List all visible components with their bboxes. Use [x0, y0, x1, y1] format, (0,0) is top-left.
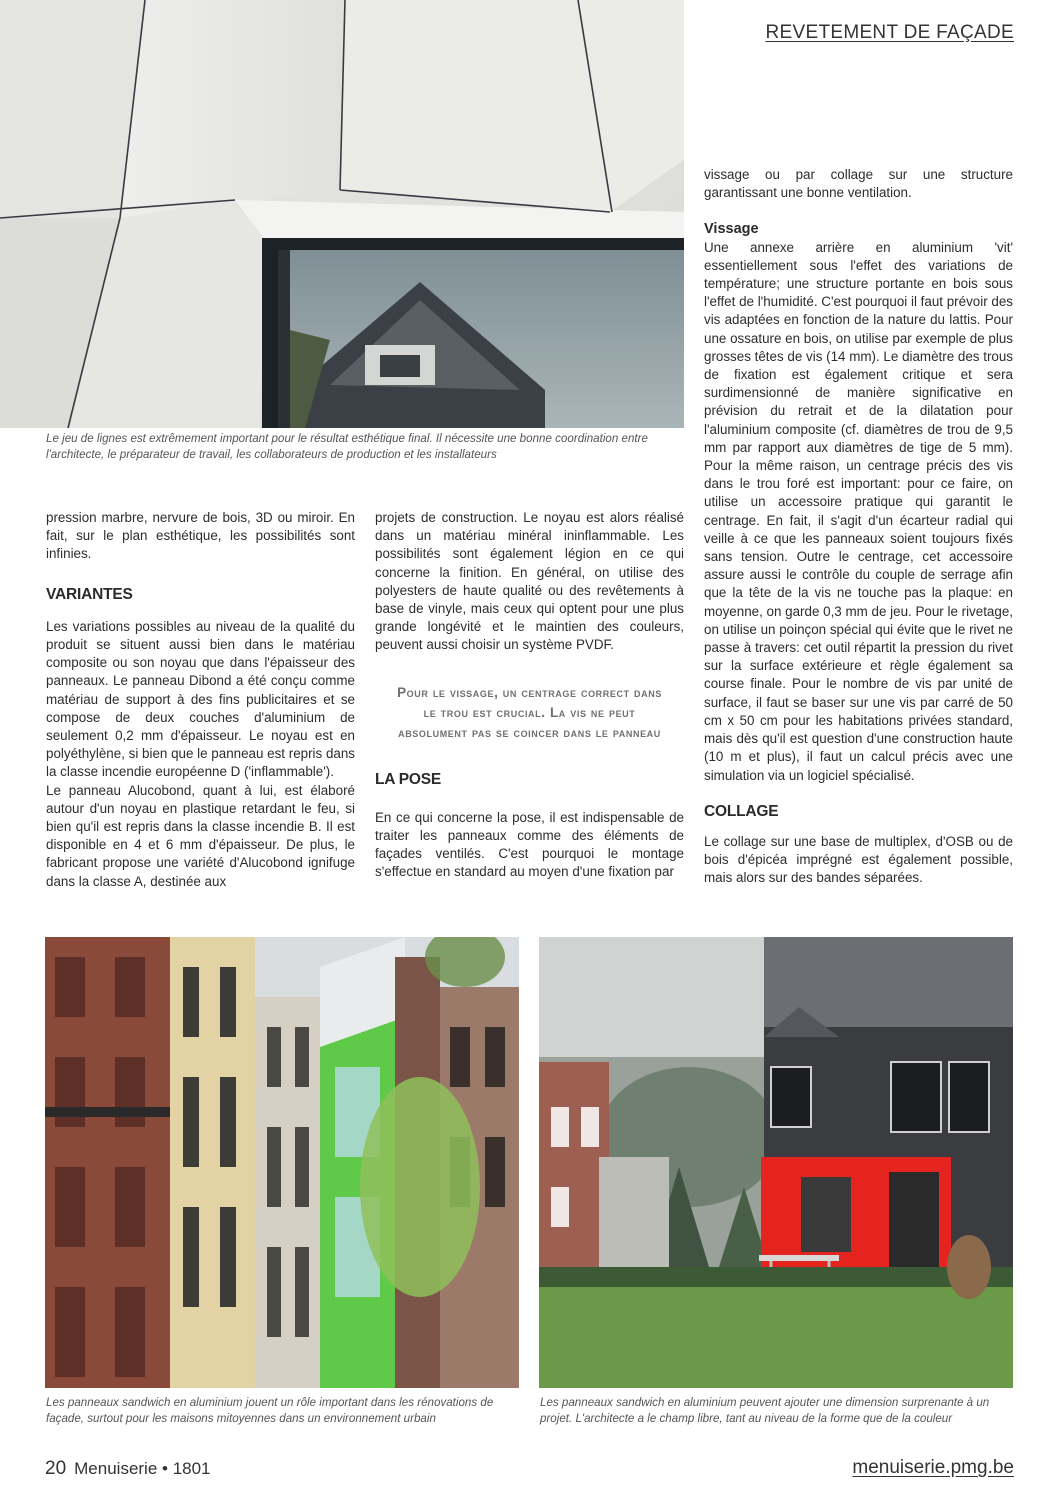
- variantes-heading: VARIANTES: [46, 585, 133, 603]
- facade-window-photo: [0, 0, 684, 428]
- left-column-intro: pression marbre, nervure de bois, 3D ou miroir. En fait, sur le plan esthétique, les possibilités sont infinies.: [46, 510, 355, 562]
- collage-paragraph: Le collage sur une base de multiplex, d'OSB ou de bois d'épicéa imprégné est également possible, mais alors sur des bandes séparées.: [704, 833, 1013, 886]
- pull-quote: Pour le vissage, un centrage correct dans le trou est crucial. La vis ne peut absolument pas se coincer dans le panneau: [397, 684, 662, 740]
- page-number: 20: [45, 1458, 67, 1479]
- right-column: [704, 166, 1013, 888]
- variantes-paragraph-2: Le panneau Alucobond, quant à lui, est élaboré autour d'un noyau en plastique retardant le feu, si bien qu'il est repris dans la classe incendie B. Il est disponible en 4 et 6 mm d'épaisseur. De plus, le fabricant propose une variété d'Alucobond ignifuge dans la classe A, destinée aux: [46, 782, 355, 889]
- variantes-paragraph-1: Les variations possibles au niveau de la qualité du produit se situent aussi bien dans le matériau composite ou son noyau que dans l'épaisseur des panneaux. Le panneau Dibond a été conçu comme matériau de support à des fins publicitaires et se compose de deux couches d'aluminium de seulement 0,2 mm d'épaisseur. Le noyau est en polyéthylène, si bien que le panneau est repris dans la classe incendie européenne D ('inflammable').: [46, 618, 355, 780]
- pose-heading: LA POSE: [375, 770, 442, 788]
- page-footer-left: [45, 1458, 211, 1480]
- bottom-left-caption: Les panneaux sandwich en aluminium jouent un rôle important dans les rénovations de façade, surtout pour les maisons mitoyennes dans un environnement urbain: [46, 1396, 494, 1425]
- publication-issue: Menuiserie • 1801: [74, 1459, 211, 1478]
- right-column-intro: vissage ou par collage sur une structure garantissant une bonne ventilation.: [704, 167, 1013, 201]
- section-label: REVETEMENT DE FAÇADE: [765, 22, 1014, 43]
- vissage-paragraph: Une annexe arrière en aluminium 'vit' essentiellement sous l'effet des variations de température; une structure portante en bois sous l'effet de l'humidité. C'est pourquoi il faut prévoir des vis adaptées en fonction de la nature du lattis. Pour une ossature en bois, on utilise par exemple de plus grosses têtes de vis (14 mm). Le diamètre des trous de fixation est également critique et sera surdimensionné de manière significative en prévision du retrait et de la dilatation pour l'aluminium composite (cf. diamètres de trou de 9,5 mm par rapport aux diamètres de tige de 5 mm). Pour la même raison, un centrage précis des vis dans le trou foré est important: pour ce faire, on utilise un accessoire pratique qui garantit le centrage. En fait, il s'agit d'un écarteur radial qui veille à ce que les panneaux soient toujours fixés sans tension. Outre le centrage, cet accessoire assure aussi le contrôle du couple de serrage afin que la tête de la vis ne touche pas la plaque: en moyenne, on garde 0,3 mm de jeu. Pour le rivetage, on utilise un poinçon spécial qui évite que le rivet ne passe à travers: cet outil répartit la pression du rivet sur la surface extérieure et règle également sa course finale. Pour le nombre de vis par unité de surface, il faut se baser sur une vis par carré de 50 cm x 50 cm pour les habitations privées standard, mais dès qu'il est question d'une construction haute (10 m et plus), il faut un calcul précis avec une simulation via un logiciel spécialisé.: [704, 239, 1013, 783]
- website-link[interactable]: menuiserie.pmg.be: [852, 1457, 1014, 1478]
- collage-heading: COLLAGE: [704, 802, 779, 820]
- vissage-heading: Vissage: [704, 221, 759, 238]
- middle-column-intro: projets de construction. Le noyau est alors réalisé dans un matériau minéral ininflammable. Les possibilités sont également légion en ce qui concerne la finition. En général, on utilise des polyesters de haute qualité ou des revêtements à base de vinyle, mais ceux qui optent pour une plus grande longévité et le maintien des couleurs, peuvent aussi choisir un système PVDF.: [375, 510, 684, 653]
- pose-paragraph: En ce qui concerne la pose, il est indispensable de traiter les panneaux comme des éléments de façades ventilés. C'est pourquoi le montage s'effectue en standard au moyen d'une fixation par: [375, 809, 684, 880]
- left-column: [46, 509, 355, 891]
- urban-renovation-photo: [45, 937, 519, 1388]
- middle-column: [375, 509, 684, 882]
- top-photo-caption: Le jeu de lignes est extrêmement important pour le résultat esthétique final. Il nécessite une bonne coordination entre l'architecte, le préparateur de travail, les collaborateurs de production et les installateurs: [46, 432, 648, 461]
- red-extension-photo: [539, 937, 1013, 1388]
- bottom-right-caption: Les panneaux sandwich en aluminium peuvent ajouter une dimension surprenante à un projet. L'architecte a le champ libre, tant au niveau de la forme que de la couleur: [540, 1396, 990, 1425]
